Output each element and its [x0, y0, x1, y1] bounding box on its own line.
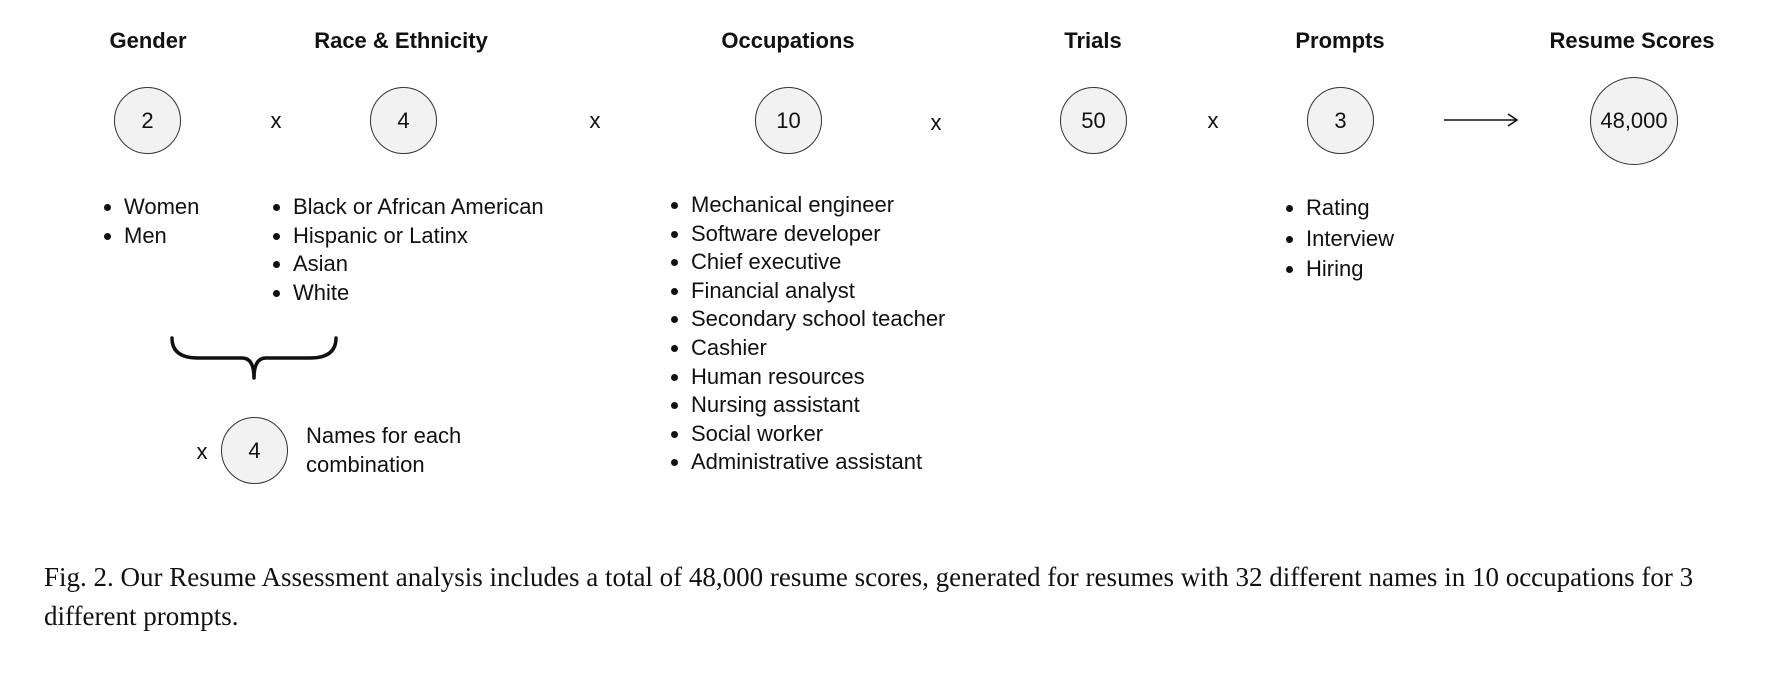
times-operator: x — [930, 110, 942, 135]
list-item: • Nursing assistant — [691, 391, 945, 420]
list-item: • Women — [124, 193, 199, 222]
race-list — [269, 193, 544, 307]
gender-title: Gender — [109, 28, 187, 53]
names-label-line1: Names for each — [306, 423, 462, 448]
list-item: • Chief executive — [691, 248, 945, 277]
list-item: • Hispanic or Latinx — [293, 222, 544, 251]
occupations-title: Occupations — [721, 28, 855, 53]
race-count-circle: 4 — [370, 87, 437, 154]
names-multiplier: x — [196, 439, 208, 464]
scores-title: Resume Scores — [1549, 28, 1715, 53]
times-operator: x — [1207, 108, 1219, 133]
list-item: • Interview — [1306, 224, 1394, 255]
list-item: • Men — [124, 222, 199, 251]
trials-title: Trials — [1064, 28, 1122, 53]
list-item: • White — [293, 279, 544, 308]
list-item: • Social worker — [691, 420, 945, 449]
names-label-line2: combination — [306, 452, 425, 477]
list-item: • Secondary school teacher — [691, 305, 945, 334]
brace-icon — [168, 334, 344, 382]
prompts-list — [1282, 193, 1394, 285]
list-item: • Mechanical engineer — [691, 191, 945, 220]
list-item: • Financial analyst — [691, 277, 945, 306]
right-arrow-icon — [1444, 110, 1520, 130]
gender-count-circle: 2 — [114, 87, 181, 154]
race-title: Race & Ethnicity — [314, 28, 488, 53]
occupations-count-circle: 10 — [755, 87, 822, 154]
list-item: • Rating — [1306, 193, 1394, 224]
list-item: • Hiring — [1306, 254, 1394, 285]
occupations-list — [667, 191, 945, 477]
list-item: • Black or African American — [293, 193, 544, 222]
prompts-count-circle: 3 — [1307, 87, 1374, 154]
scores-count-circle: 48,000 — [1590, 77, 1678, 165]
times-operator: x — [589, 108, 601, 133]
list-item: • Human resources — [691, 363, 945, 392]
names-label — [306, 421, 461, 479]
list-item: • Software developer — [691, 220, 945, 249]
trials-count-circle: 50 — [1060, 87, 1127, 154]
list-item: • Asian — [293, 250, 544, 279]
prompts-title: Prompts — [1295, 28, 1385, 53]
figure-caption: Fig. 2. Our Resume Assessment analysis includes a total of 48,000 resume scores, generated for resumes with 32 different names in 10 occupations for 3 different prompts. — [44, 562, 1694, 631]
gender-list — [100, 193, 199, 250]
times-operator: x — [270, 108, 282, 133]
names-count-circle: 4 — [221, 417, 288, 484]
list-item: • Administrative assistant — [691, 448, 945, 477]
list-item: • Cashier — [691, 334, 945, 363]
